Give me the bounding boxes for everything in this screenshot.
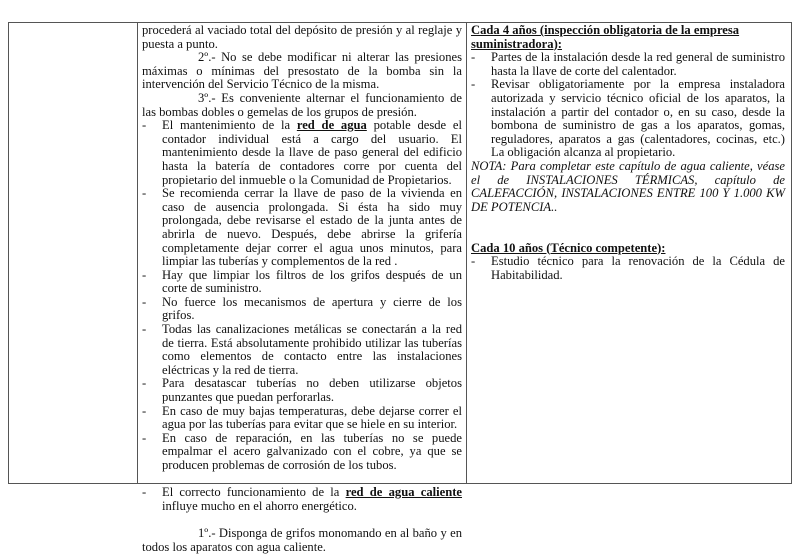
list-item-agua-caliente	[142, 486, 462, 513]
middle-cell	[138, 23, 467, 554]
bullet-text: Hay que limpiar los filtros de los grifos después de un corte de suministro.	[162, 267, 462, 296]
bullet-text: Estudio técnico para la renovación de la Cédula de Habitabilidad.	[491, 254, 785, 282]
list-item	[142, 405, 462, 432]
list-item	[142, 187, 462, 269]
dash-bullet: -	[471, 77, 476, 92]
list-item-red-de-agua	[142, 119, 462, 187]
spacer	[142, 473, 462, 487]
list-item	[471, 255, 785, 282]
bullet-text-post: potable desde el contador individual está a cargo del usuario. El mantenimiento desde la llave de paso general del edificio hasta la batería de contadores corre por cuenta del propietario del inmueble o la Comunidad de Propietarios.	[162, 118, 462, 187]
list-item	[142, 432, 462, 473]
note-paragraph: NOTA: Para completar este capítulo de agua caliente, véase el de INSTALACIONES TÉRMICAS, capítulo de CALEFACCIÓN, INSTALACIONES ENTRE 100 Y 1.000 KW DE POTENCIA..	[471, 158, 785, 214]
dash-bullet: -	[142, 376, 147, 391]
dash-bullet: -	[142, 294, 147, 309]
bullet-text: No fuerce los mecanismos de apertura y cierre de los grifos.	[162, 294, 462, 323]
bullet-text: Para desatascar tuberías no deben utilizarse objetos punzantes que puedan perforarlas.	[162, 376, 462, 405]
maintenance-table	[8, 22, 792, 554]
right-cell	[467, 23, 791, 483]
dash-bullet: -	[142, 485, 147, 500]
emphasis-red-de-agua-caliente: red de agua caliente	[345, 485, 463, 500]
heading-every-10-years: Cada 10 años (Técnico competente):	[471, 240, 666, 255]
paragraph-2: 2º.- No se debe modificar ni alterar las presiones máximas o mínimas del presostato de la bomba sin la intervención del Servicio Técnico de la misma.	[142, 50, 462, 92]
dash-bullet: -	[142, 186, 147, 201]
bullet-text: Revisar obligatoriamente por la empresa instaladora autorizada y servicio técnico oficial de los aparatos, la instalación a partir del contador o, en su caso, desde la bombona de suministro de gas a los aparatos, gomas, reguladores, aparatos a gas (calentadores, cocinas, etc.) La obligación alcanza al propietario.	[491, 77, 785, 160]
list-item	[142, 323, 462, 377]
list-item	[142, 377, 462, 404]
bullet-text: Se recomienda cerrar la llave de paso de la vivienda en caso de ausencia prolongada. Si ésta ha sido muy prolongada, debe revisarse el estado de la junta antes de abrirla de nuevo. Después, debe abrirse la grifería completamente dejar correr el agua unos minutos, para limpiar las tuberías y complementos de la red .	[162, 186, 462, 269]
bullet-text: Partes de la instalación desde la red general de suministro hasta la llave de corte del calentador.	[491, 50, 785, 78]
dash-bullet: -	[471, 254, 476, 269]
dash-bullet: -	[471, 50, 476, 65]
list-item	[142, 269, 462, 296]
list-item	[471, 51, 785, 78]
dash-bullet: -	[142, 118, 147, 133]
bullet-text: En caso de reparación, en las tuberías no se puede empalmar el acero galvanizado con el cobre, ya que se producen problemas de corrosión de los tubos.	[162, 430, 462, 472]
left-empty-cell	[9, 23, 138, 483]
dash-bullet: -	[142, 430, 147, 445]
dash-bullet: -	[142, 267, 147, 282]
list-item	[471, 78, 785, 160]
list-item	[142, 296, 462, 323]
dash-bullet: -	[142, 322, 147, 337]
bullet-text: En caso de muy bajas temperaturas, debe dejarse correr el agua por las tuberías para evitar que se hiele en su interior.	[162, 403, 462, 432]
paragraph-1-hot-water: 1º.- Disponga de grifos monomando en al baño y en todos los aparatos con agua caliente.	[142, 525, 462, 554]
spacer	[142, 513, 462, 527]
paragraph-3: 3º.- Es conveniente alternar el funcionamiento de las bombas dobles o gemelas de los grupos de presión.	[142, 90, 462, 119]
bullet-text-pre: El mantenimiento de la	[162, 118, 297, 133]
emphasis-red-de-agua: red de agua	[296, 118, 367, 133]
bullet-text-pre: El correcto funcionamiento de la	[162, 485, 346, 500]
continuation-paragraph: procederá al vaciado total del depósito de presión y al reglaje y puesta a punto.	[142, 23, 462, 51]
bullet-text-post: influye mucho en el ahorro energético.	[162, 498, 357, 513]
bullet-text: Todas las canalizaciones metálicas se conectarán a la red de tierra. Está absolutamente prohibido utilizar las tuberías como elementos de contacto entre las instalaciones eléctricas y la red de tierra.	[162, 322, 462, 377]
dash-bullet: -	[142, 403, 147, 418]
spacer	[471, 214, 785, 228]
heading-every-4-years: Cada 4 años (inspección obligatoria de la empresa suministradora):	[471, 23, 740, 51]
spacer	[471, 228, 785, 242]
